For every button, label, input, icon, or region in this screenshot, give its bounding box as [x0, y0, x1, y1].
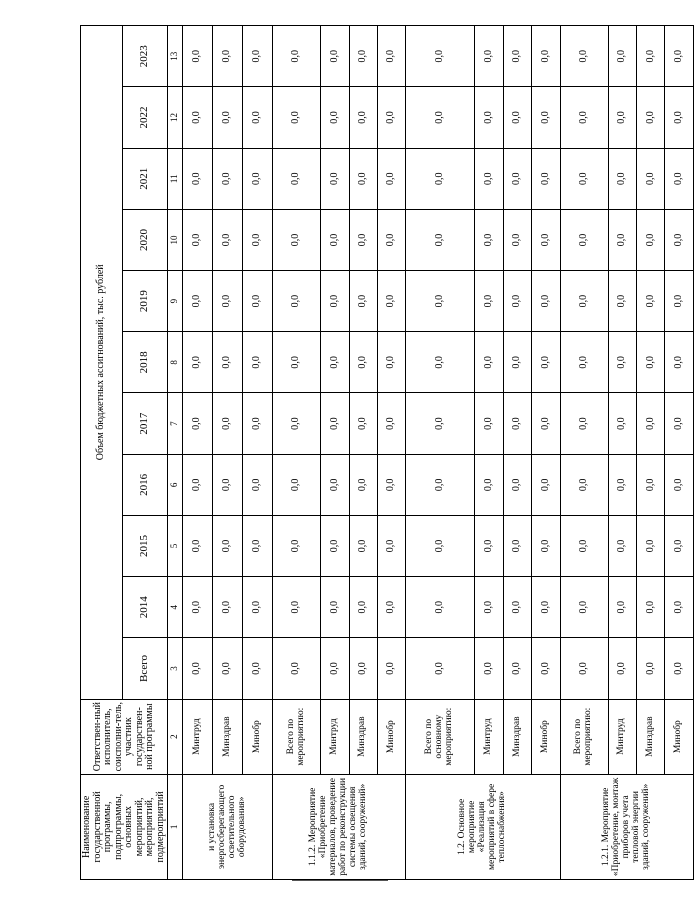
cell-year-value: 0,0 [243, 87, 273, 148]
cell-total-value: 0,0 [377, 638, 405, 699]
cell-year-value: 0,0 [560, 332, 608, 393]
cell-year-value: 0,0 [503, 577, 531, 638]
row-executor: Минздрав [349, 699, 377, 774]
cell-year-value: 0,0 [637, 577, 665, 638]
cell-year-value: 0,0 [349, 577, 377, 638]
table-row [665, 26, 694, 880]
header-year: 2020 [122, 209, 167, 270]
cell-year-value: 0,0 [243, 454, 273, 515]
cell-year-value: 0,0 [475, 271, 503, 332]
row-executor: Минтруд [608, 699, 636, 774]
cell-year-value: 0,0 [273, 26, 321, 87]
table-row [475, 26, 503, 880]
table-body [183, 26, 694, 880]
row-executor: Всего по мероприятию: [560, 699, 608, 774]
row-executor: Минобр [665, 699, 694, 774]
column-number: 4 [168, 577, 183, 638]
cell-year-value: 0,0 [406, 87, 475, 148]
row-executor: Минобр [243, 699, 273, 774]
cell-year-value: 0,0 [503, 454, 531, 515]
row-executor: Минобр [532, 699, 560, 774]
cell-total-value: 0,0 [475, 638, 503, 699]
cell-year-value: 0,0 [377, 454, 405, 515]
cell-year-value: 0,0 [213, 87, 243, 148]
cell-year-value: 0,0 [213, 577, 243, 638]
cell-year-value: 0,0 [637, 454, 665, 515]
cell-year-value: 0,0 [406, 577, 475, 638]
cell-year-value: 0,0 [503, 26, 531, 87]
cell-year-value: 0,0 [475, 332, 503, 393]
cell-year-value: 0,0 [665, 393, 694, 454]
column-number: 11 [168, 148, 183, 209]
cell-year-value: 0,0 [321, 577, 349, 638]
cell-year-value: 0,0 [503, 209, 531, 270]
cell-year-value: 0,0 [213, 515, 243, 576]
cell-year-value: 0,0 [213, 454, 243, 515]
cell-year-value: 0,0 [503, 87, 531, 148]
table-row [560, 26, 608, 880]
cell-total-value: 0,0 [532, 638, 560, 699]
cell-year-value: 0,0 [532, 148, 560, 209]
cell-year-value: 0,0 [349, 271, 377, 332]
cell-year-value: 0,0 [475, 515, 503, 576]
cell-year-value: 0,0 [608, 271, 636, 332]
cell-year-value: 0,0 [637, 26, 665, 87]
cell-year-value: 0,0 [608, 454, 636, 515]
cell-year-value: 0,0 [608, 87, 636, 148]
cell-year-value: 0,0 [532, 87, 560, 148]
header-year: 2017 [122, 393, 167, 454]
cell-year-value: 0,0 [503, 332, 531, 393]
cell-year-value: 0,0 [608, 26, 636, 87]
cell-year-value: 0,0 [183, 393, 213, 454]
cell-year-value: 0,0 [349, 26, 377, 87]
cell-year-value: 0,0 [243, 515, 273, 576]
cell-year-value: 0,0 [349, 515, 377, 576]
cell-year-value: 0,0 [406, 148, 475, 209]
cell-total-value: 0,0 [503, 638, 531, 699]
header-executor-column: Ответствен-ный исполнитель, соисполни-тель, участник государствен-ной программы [81, 699, 168, 774]
cell-year-value: 0,0 [213, 271, 243, 332]
cell-year-value: 0,0 [532, 209, 560, 270]
cell-year-value: 0,0 [406, 393, 475, 454]
cell-year-value: 0,0 [475, 148, 503, 209]
budget-table [80, 25, 694, 880]
column-number: 9 [168, 271, 183, 332]
column-number: 5 [168, 515, 183, 576]
cell-year-value: 0,0 [608, 148, 636, 209]
cell-total-value: 0,0 [243, 638, 273, 699]
cell-year-value: 0,0 [243, 271, 273, 332]
cell-year-value: 0,0 [560, 26, 608, 87]
cell-year-value: 0,0 [243, 209, 273, 270]
column-number: 13 [168, 26, 183, 87]
cell-year-value: 0,0 [637, 271, 665, 332]
cell-year-value: 0,0 [183, 577, 213, 638]
cell-year-value: 0,0 [377, 577, 405, 638]
cell-year-value: 0,0 [560, 271, 608, 332]
cell-year-value: 0,0 [377, 87, 405, 148]
cell-year-value: 0,0 [637, 393, 665, 454]
cell-year-value: 0,0 [349, 393, 377, 454]
table-header [81, 26, 183, 880]
header-year: 2018 [122, 332, 167, 393]
cell-year-value: 0,0 [183, 148, 213, 209]
cell-year-value: 0,0 [183, 271, 213, 332]
header-year: 2016 [122, 454, 167, 515]
cell-year-value: 0,0 [475, 26, 503, 87]
header-total: Всего [122, 638, 167, 699]
cell-year-value: 0,0 [503, 515, 531, 576]
header-budget-title: Объем бюджетных ассигнований, тыс. рублей [81, 26, 123, 700]
cell-year-value: 0,0 [349, 87, 377, 148]
cell-total-value: 0,0 [406, 638, 475, 699]
cell-year-value: 0,0 [475, 209, 503, 270]
cell-year-value: 0,0 [349, 454, 377, 515]
cell-year-value: 0,0 [183, 454, 213, 515]
cell-year-value: 0,0 [503, 393, 531, 454]
cell-year-value: 0,0 [243, 393, 273, 454]
cell-year-value: 0,0 [377, 332, 405, 393]
table-row [183, 26, 213, 880]
cell-year-value: 0,0 [377, 209, 405, 270]
cell-year-value: 0,0 [608, 209, 636, 270]
cell-year-value: 0,0 [406, 209, 475, 270]
cell-year-value: 0,0 [273, 454, 321, 515]
cell-year-value: 0,0 [560, 577, 608, 638]
table-row [321, 26, 349, 880]
cell-year-value: 0,0 [377, 393, 405, 454]
cell-year-value: 0,0 [406, 271, 475, 332]
table-row [349, 26, 377, 880]
cell-year-value: 0,0 [406, 454, 475, 515]
cell-year-value: 0,0 [665, 148, 694, 209]
cell-year-value: 0,0 [503, 271, 531, 332]
cell-year-value: 0,0 [273, 393, 321, 454]
cell-year-value: 0,0 [532, 271, 560, 332]
cell-year-value: 0,0 [406, 515, 475, 576]
cell-year-value: 0,0 [183, 26, 213, 87]
cell-year-value: 0,0 [560, 148, 608, 209]
cell-year-value: 0,0 [475, 393, 503, 454]
cell-year-value: 0,0 [608, 393, 636, 454]
cell-year-value: 0,0 [665, 87, 694, 148]
cell-year-value: 0,0 [637, 209, 665, 270]
column-number: 1 [168, 774, 183, 879]
cell-year-value: 0,0 [183, 87, 213, 148]
cell-year-value: 0,0 [560, 209, 608, 270]
cell-year-value: 0,0 [243, 26, 273, 87]
cell-total-value: 0,0 [349, 638, 377, 699]
cell-total-value: 0,0 [608, 638, 636, 699]
cell-year-value: 0,0 [608, 332, 636, 393]
cell-year-value: 0,0 [243, 148, 273, 209]
row-program-name: и установка энергосберегающего осветительного оборудования» [183, 774, 273, 879]
cell-year-value: 0,0 [475, 454, 503, 515]
column-number: 12 [168, 87, 183, 148]
cell-year-value: 0,0 [560, 87, 608, 148]
row-executor: Минздрав [503, 699, 531, 774]
cell-year-value: 0,0 [406, 332, 475, 393]
cell-year-value: 0,0 [665, 332, 694, 393]
row-executor: Минтруд [475, 699, 503, 774]
rotated-table-container [80, 25, 684, 880]
cell-year-value: 0,0 [273, 87, 321, 148]
header-year: 2019 [122, 271, 167, 332]
row-executor: Минобр [377, 699, 405, 774]
cell-year-value: 0,0 [406, 26, 475, 87]
header-year: 2023 [122, 26, 167, 87]
row-executor: Минтруд [321, 699, 349, 774]
table-row [243, 26, 273, 880]
header-year: 2014 [122, 577, 167, 638]
cell-year-value: 0,0 [665, 209, 694, 270]
cell-year-value: 0,0 [637, 87, 665, 148]
row-executor: Минтруд [183, 699, 213, 774]
cell-year-value: 0,0 [273, 271, 321, 332]
cell-year-value: 0,0 [377, 26, 405, 87]
table-row [273, 26, 321, 880]
table-row [406, 26, 475, 880]
cell-year-value: 0,0 [321, 393, 349, 454]
cell-year-value: 0,0 [321, 209, 349, 270]
table-row [377, 26, 405, 880]
cell-year-value: 0,0 [637, 148, 665, 209]
cell-year-value: 0,0 [213, 148, 243, 209]
cell-year-value: 0,0 [665, 577, 694, 638]
column-number: 7 [168, 393, 183, 454]
table-row [532, 26, 560, 880]
cell-year-value: 0,0 [183, 515, 213, 576]
cell-total-value: 0,0 [637, 638, 665, 699]
cell-year-value: 0,0 [273, 515, 321, 576]
cell-year-value: 0,0 [665, 515, 694, 576]
row-executor: Всего по мероприятию: [273, 699, 321, 774]
table-row [503, 26, 531, 880]
column-number: 8 [168, 332, 183, 393]
cell-year-value: 0,0 [321, 271, 349, 332]
cell-year-value: 0,0 [213, 332, 243, 393]
cell-year-value: 0,0 [532, 332, 560, 393]
cell-year-value: 0,0 [377, 271, 405, 332]
cell-year-value: 0,0 [560, 454, 608, 515]
cell-year-value: 0,0 [532, 577, 560, 638]
cell-year-value: 0,0 [213, 209, 243, 270]
footer-rule [292, 880, 388, 881]
row-program-name: 1.2.1. Мероприятие «Приобретение, монтаж приборов учета тепловой энергии зданий, сооружений» [560, 774, 693, 879]
cell-year-value: 0,0 [665, 26, 694, 87]
cell-year-value: 0,0 [321, 148, 349, 209]
cell-total-value: 0,0 [560, 638, 608, 699]
cell-year-value: 0,0 [321, 515, 349, 576]
cell-total-value: 0,0 [665, 638, 694, 699]
cell-year-value: 0,0 [532, 393, 560, 454]
cell-year-value: 0,0 [560, 393, 608, 454]
row-program-name: 1.2. Основное мероприятие «Реализация мероприятий в сфере теплоснабжения» [406, 774, 560, 879]
table-row [608, 26, 636, 880]
column-number: 3 [168, 638, 183, 699]
cell-year-value: 0,0 [243, 577, 273, 638]
cell-year-value: 0,0 [213, 393, 243, 454]
cell-year-value: 0,0 [665, 271, 694, 332]
header-name-column: Наименование государственной программы, подпрограммы, основных мероприятий, мероприятий, подмероприятий [81, 774, 168, 879]
cell-year-value: 0,0 [637, 515, 665, 576]
cell-year-value: 0,0 [321, 87, 349, 148]
cell-year-value: 0,0 [273, 577, 321, 638]
cell-year-value: 0,0 [321, 332, 349, 393]
cell-year-value: 0,0 [243, 332, 273, 393]
cell-year-value: 0,0 [475, 87, 503, 148]
cell-year-value: 0,0 [637, 332, 665, 393]
row-program-name: 1.1.2. Мероприятие «Приобретение материалов, проведение работ по реконструкции системы освещения зданий, сооружений» [273, 774, 406, 879]
cell-year-value: 0,0 [532, 26, 560, 87]
cell-year-value: 0,0 [475, 577, 503, 638]
cell-year-value: 0,0 [532, 515, 560, 576]
cell-year-value: 0,0 [377, 515, 405, 576]
cell-year-value: 0,0 [608, 577, 636, 638]
header-year: 2015 [122, 515, 167, 576]
cell-year-value: 0,0 [213, 26, 243, 87]
cell-year-value: 0,0 [273, 148, 321, 209]
cell-total-value: 0,0 [321, 638, 349, 699]
cell-year-value: 0,0 [349, 209, 377, 270]
cell-year-value: 0,0 [377, 148, 405, 209]
cell-year-value: 0,0 [503, 148, 531, 209]
cell-year-value: 0,0 [183, 209, 213, 270]
cell-year-value: 0,0 [273, 332, 321, 393]
column-number: 10 [168, 209, 183, 270]
cell-total-value: 0,0 [213, 638, 243, 699]
row-executor: Всего по основному мероприятию: [406, 699, 475, 774]
cell-year-value: 0,0 [321, 454, 349, 515]
cell-year-value: 0,0 [349, 148, 377, 209]
header-year: 2022 [122, 87, 167, 148]
table-row [213, 26, 243, 880]
cell-year-value: 0,0 [560, 515, 608, 576]
cell-year-value: 0,0 [532, 454, 560, 515]
cell-year-value: 0,0 [273, 209, 321, 270]
cell-year-value: 0,0 [321, 26, 349, 87]
column-number: 6 [168, 454, 183, 515]
row-executor: Минздрав [213, 699, 243, 774]
cell-year-value: 0,0 [183, 332, 213, 393]
cell-year-value: 0,0 [349, 332, 377, 393]
cell-year-value: 0,0 [608, 515, 636, 576]
header-year: 2021 [122, 148, 167, 209]
row-executor: Минздрав [637, 699, 665, 774]
cell-total-value: 0,0 [183, 638, 213, 699]
table-row [637, 26, 665, 880]
cell-total-value: 0,0 [273, 638, 321, 699]
column-number: 2 [168, 699, 183, 774]
cell-year-value: 0,0 [665, 454, 694, 515]
